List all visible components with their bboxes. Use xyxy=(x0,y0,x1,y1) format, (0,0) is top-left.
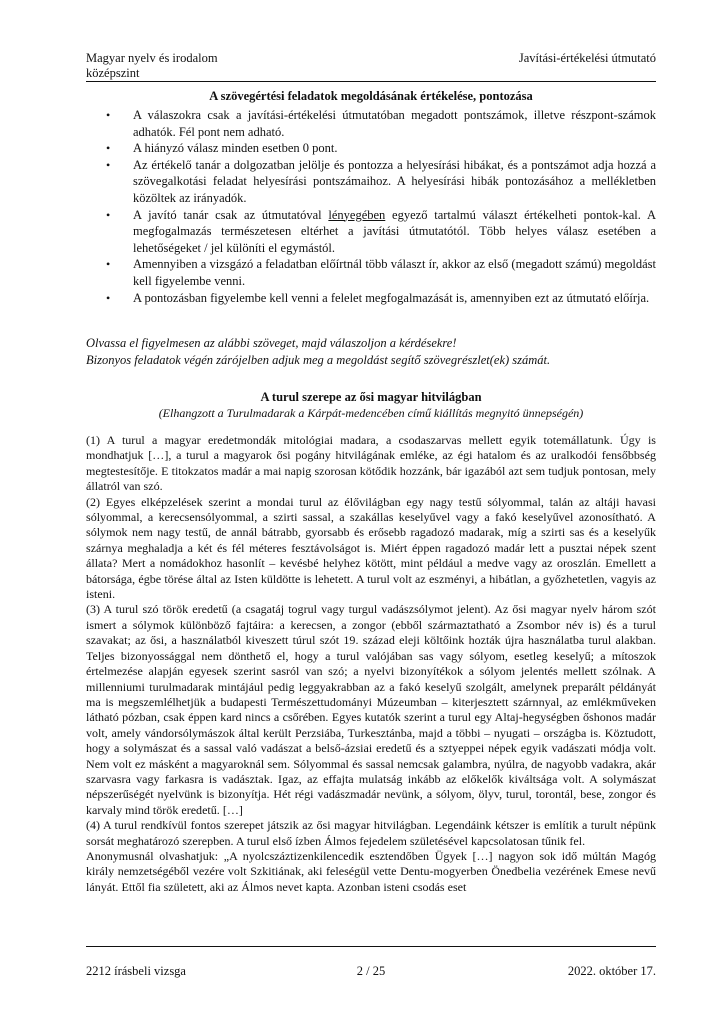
rule-text: A válaszokra csak a javítási-értékelési útmutatóban megadott pontszámok, illetve részpont-számok adhatók. Fél pont nem adható. xyxy=(133,108,656,139)
bullet-icon: • xyxy=(106,157,111,172)
section-title: A szövegértési feladatok megoldásának értékelése, pontozása xyxy=(209,89,533,103)
rule-item xyxy=(86,107,656,140)
article-paragraph: (2) Egyes elképzelések szerint a mondai turul az élővilágban egy nagy testű sólyommal, talán az altáji havasi sólyommal, a kerecsensólyommal, a szirti sassal, a szakállas keselyűvel vagy a fakó keselyűvel azonosítható. A sólymok nem nagy testű, de annál bátrabb, gyorsabb és erősebb ragadozó madarak, míg a szirti sas és a keselyűk szárnya meghaladja a két és fél méteres fesztávolságot is. Miért éppen ragadozó madár lett a pusztai népek szent állata? Mert a nomádokhoz hasonlít – kevésbé helyhez kötött, mint például a medve vagy az oroszlán. Emellett a bátorsága, égbe törése által az Isten küldötte is lehetett. A turul volt az eszményi, a hibátlan, a győzhetetlen, vagyis az isteni. xyxy=(86,494,656,602)
article-paragraph: Anonymusnál olvashatjuk: „A nyolcszáztizenkilencedik esztendőben Ügyek […] nagyon sok idő múltán Magóg király nemzetségéből vezére volt Szkitiának, aki feleségül vette Dentu-mogyerben Önedbelia vezérének Emese nevű lányát. Ettől fia született, aki az Álmos nevet kapta. Azonban isteni csodás eset xyxy=(86,848,656,894)
rule-text: A hiányzó válasz minden esetben 0 pont. xyxy=(133,141,338,156)
article-paragraph: (1) A turul a magyar eredetmondák mitológiai madara, a csodaszarvas mellett egyik totemállatunk. Úgy is mondhatjuk […], a turul a magyarok ősi pogány hitvilágának emléke, az égi hatalom és az uralkodói fensőbbség megtestesítője. E titokzatos madár a mai napig szorosan kötődik hozzánk, bár igazából azt sem tudjuk pontosan, mely állatról van szó. xyxy=(86,433,656,494)
article-body xyxy=(86,433,656,895)
header-divider xyxy=(86,81,656,82)
rule-item xyxy=(86,140,656,157)
rule-text-underlined: lényegében xyxy=(328,207,386,222)
article-title: A turul szerepe az ősi magyar hitvilágban xyxy=(260,390,482,404)
bullet-icon: • xyxy=(106,257,111,272)
bullet-icon: • xyxy=(106,141,111,156)
article-subtitle: (Elhangzott a Turulmadarak a Kárpát-medencében című kiállítás megnyitó ünnepségén) xyxy=(158,406,584,420)
rules-list xyxy=(86,107,656,306)
rule-item xyxy=(86,157,656,207)
rule-item xyxy=(86,207,656,257)
bullet-icon: • xyxy=(106,108,111,122)
header-subject: Magyar nyelv és irodalom xyxy=(86,51,218,65)
header-doc-type: Javítási-értékelési útmutató xyxy=(518,51,656,65)
article-paragraph: (3) A turul szó török eredetű (a csagatáj togrul vagy turgul vadászsólymot jelent). Az ősi magyar nyelv három szót ismert a sólymok különböző fajtáira: a kerecsen, a zongor (ebből származtatható a Zsombor név is) és a turul szavakat; az ősi, a használatból kiveszett túrul szót 19. század eleji költőink hozták újra használatba turul alakban. Teljes bizonyossággal nem dönthető el, hogy a turul valójában sas vagy sólyom, esetleg keselyű; a mítoszok értelmezése alapján egyesek szerint sasról van szó; a nyelvi bizonyítékok a sólyom jelentés mellett szólnak. A millenniumi turulmadarak mintájául pedig leggyakrabban az a fakó keselyű szolgált, amelynek preparált példányát ma is megszemlélhetjük a budapesti Természettudományi Múzeumban – kiterjesztett szárnnyal, az emlékműveken látható pózban, csak éppen kard nincs a csőrében. Egyes kutatók szerint a turul egy Altaj-hegységben őshonos madár volt, amely vándorsólymászok által került Perzsiába, Turkesztánba, majd a többi – nyugati – országba is. Köztudott, hogy a solymászat és a sassal való vadászat a belső-ázsiai eredetű és a sztyeppei népek egyik vadászati módja volt. Nem volt ez másként a magyaroknál sem. Sólyommal és sassal nemcsak galambra, nyúlra, de nagyobb vadakra, akár szarvasra vagy farkasra is vadásztak. Igaz, az effajta mulatság inkább az előkelők kiváltsága volt. A solymászat népszerűségét nyelvünk is bizonyítja. Hét régi vadászmadár nevünk, a sólyom, ölyv, turul, torontál, bese, zongor és karvaly mind török eredetű. […] xyxy=(86,602,656,817)
rule-item xyxy=(86,290,656,307)
rule-item xyxy=(86,256,656,289)
footer-exam-code: 2212 írásbeli vizsga xyxy=(86,964,186,978)
footer-divider xyxy=(86,946,656,947)
bullet-icon: • xyxy=(106,207,111,222)
rule-text-pre: A javító tanár csak az útmutatóval xyxy=(133,207,329,222)
rule-text: Az értékelő tanár a dolgozatban jelölje és pontozza a helyesírási hibákat, és a pontszámot adja hozzá a szövegalkotási feladat helyesírási pontszámaihoz. A helyesírási hibák pontozásához a mellékletben közöltek az irányadók. xyxy=(133,157,656,205)
article-paragraph: (4) A turul rendkívül fontos szerepet játszik az ősi magyar hitvilágban. Legendáink kétszer is említik a turult népünk sorsát meghatározó szerepben. A turul első ízben Álmos fejedelem születésével kapcsolatosan tűnik fel. xyxy=(86,818,656,848)
bullet-icon: • xyxy=(106,290,111,305)
rule-text-post: egyező tartalmú választ értékelheti pontok-kal. A megfogalmazás természetesen eltérhet a javítási útmutatótól. Több helyes válasz esetében a lehetőségeket / jel különíti el egymástól. xyxy=(133,207,656,255)
instruction-line: Bizonyos feladatok végén zárójelben adjuk meg a megoldást segítő szövegrészlet(ek) számát. xyxy=(86,352,551,367)
footer-date: 2022. október 17. xyxy=(567,964,656,978)
rule-text: Amennyiben a vizsgázó a feladatban előírtnál több választ ír, akkor az első (megadott számú) megoldást kell figyelembe venni. xyxy=(133,257,656,288)
header-left xyxy=(86,51,218,81)
header-level: középszint xyxy=(86,66,140,80)
footer-page-number: 2 / 25 xyxy=(356,964,386,978)
rule-text: A pontozásban figyelembe kell venni a felelet megfogalmazását is, amennyiben ezt az útmutató előírja. xyxy=(133,290,650,305)
reading-instructions xyxy=(86,335,656,368)
instruction-line: Olvassa el figyelmesen az alábbi szöveget, majd válaszoljon a kérdésekre! xyxy=(86,336,457,350)
